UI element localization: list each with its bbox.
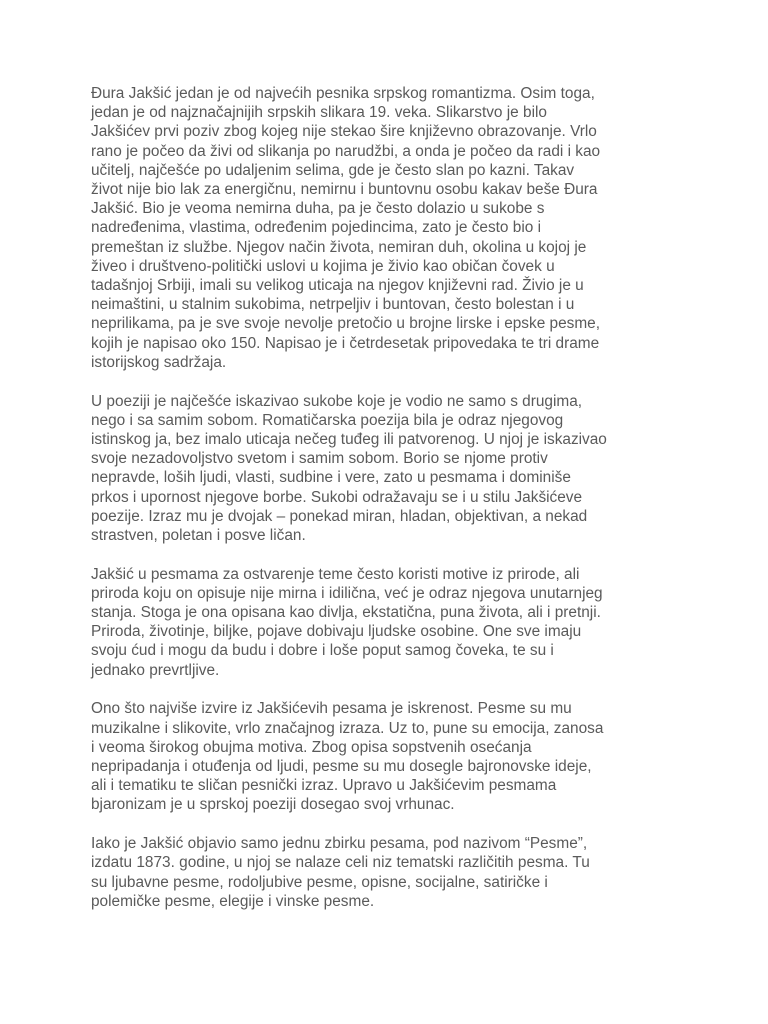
text-line: poezije. Izraz mu je dvojak – ponekad miran, hladan, objektivan, a nekad [91,507,588,525]
text-line: neprilikama, pa je sve svoje nevolje pretočio u brojne lirske i epske pesme, [91,315,601,333]
body-paragraph [91,699,708,814]
paragraph-spacer [91,815,708,835]
body-paragraph [91,392,708,546]
text-line: premeštan iz službe. Njegov način života, nemiran duh, okolina u kojoj je [91,238,587,256]
text-line: jedan je od najznačajnijih srpskih slikara 19. veka. Slikarstvo je bilo [91,104,547,122]
text-line: neimaštini, u stalnim sukobima, netrpeljiv i buntovan, često bolestan i u [91,296,575,314]
text-line: istinskog ja, bez imalo uticaja nečeg tuđeg ili patvorenog. U njoj je iskazivao [91,430,607,448]
paragraph-spacer [91,680,708,700]
text-line: i veoma širokog obujma motiva. Zbog opisa sopstvenih osećanja [91,738,532,756]
text-line: Đura Jakšić jedan je od najvećih pesnika srpskog romantizma. Osim toga, [91,85,595,102]
text-line: izdatu 1873. godine, u njoj se nalaze celi niz tematski različitih pesma. Tu [91,854,590,872]
text-line: Ono što najviše izvire iz Jakšićevih pesama je iskrenost. Pesme su mu [91,700,572,718]
text-line: Jakšić. Bio je veoma nemirna duha, pa je često dolazio u sukobe s [91,200,545,218]
text-line: Jakšićev prvi poziv zbog kojeg nije stekao šire književno obrazovanje. Vrlo [91,123,597,141]
text-line: nego i sa samim sobom. Romatičarska poezija bila je odraz njegovog [91,411,564,429]
text-line: svoje nezadovoljstvo svetom i samim sobom. Borio se njome protiv [91,450,548,468]
text-line: U poeziji je najčešće iskazivao sukobe koje je vodio ne samo s drugima, [91,392,583,410]
text-line: Jakšić u pesmama za ostvarenje teme često koristi motive iz prirode, ali [91,565,580,583]
text-line: priroda koju on opisuje nije mirna i idilična, već je odraz njegova unutarnjeg [91,584,603,602]
text-line: nepravde, loših ljudi, vlasti, sudbine i vere, zato u pesmama i dominiše [91,469,571,487]
text-line: strastven, poletan i posve ličan. [91,526,306,544]
text-line: polemičke pesme, elegije i vinske pesme. [91,892,375,910]
text-line: bjaronizam je u sprskoj poeziji dosegao svoj vrhunac. [91,796,455,814]
text-line: Priroda, životinje, biljke, pojave dobivaju ljudske osobine. One sve imaju [91,623,582,641]
text-line: svoju ćud i mogu da budu i dobre i loše poput samog čoveka, te su i [91,642,554,660]
paragraph-spacer [91,372,708,392]
text-line: učitelj, najčešće po udaljenim selima, gde je često slan po kazni. Takav [91,161,575,179]
text-line: živeo i društveno-politički uslovi u kojima je živio kao običan čovek u [91,257,555,275]
text-line: kojih je napisao oko 150. Napisao je i četrdesetak pripovedaka te tri drame [91,334,600,352]
text-line: rano je počeo da živi od slikanja po narudžbi, a onda je počeo da radi i kao [91,142,601,160]
paragraph-spacer [91,545,708,565]
text-line: nadređenima, vlastima, određenim pojedincima, zato je često bio i [91,219,541,237]
text-line: nepripadanja i otuđenja od ljudi, pesme su mu dosegle bajronovske ideje, [91,758,592,775]
body-paragraph [91,84,708,372]
body-paragraph [91,565,708,680]
text-line: tadašnjoj Srbiji, imali su velikog uticaja na njegov književni rad. Živio je u [91,277,584,295]
text-line: istorijskog sadržaja. [91,353,227,371]
body-paragraph [91,834,708,911]
text-line: život nije bio lak za energičnu, nemirnu i buntovnu osobu kakav beše Đura [91,181,598,199]
document-body [91,84,708,911]
text-line: Iako je Jakšić objavio samo jednu zbirku pesama, pod nazivom “Pesme”, [91,835,588,853]
text-line: jednako prevrtljive. [91,661,220,679]
text-line: muzikalne i slikovite, vrlo značajnog izraza. Uz to, pune su emocija, zanosa [91,719,604,737]
text-line: prkos i upornost njegove borbe. Sukobi odražavaju se i u stilu Jakšićeve [91,488,583,506]
text-line: stanja. Stoga je ona opisana kao divlja, ekstatična, puna života, ali i pretnji. [91,604,601,622]
text-line: ali i tematiku te sličan pesnički izraz. Upravo u Jakšićevim pesmama [91,777,557,795]
text-line: su ljubavne pesme, rodoljubive pesme, opisne, socijalne, satiričke i [91,873,548,891]
